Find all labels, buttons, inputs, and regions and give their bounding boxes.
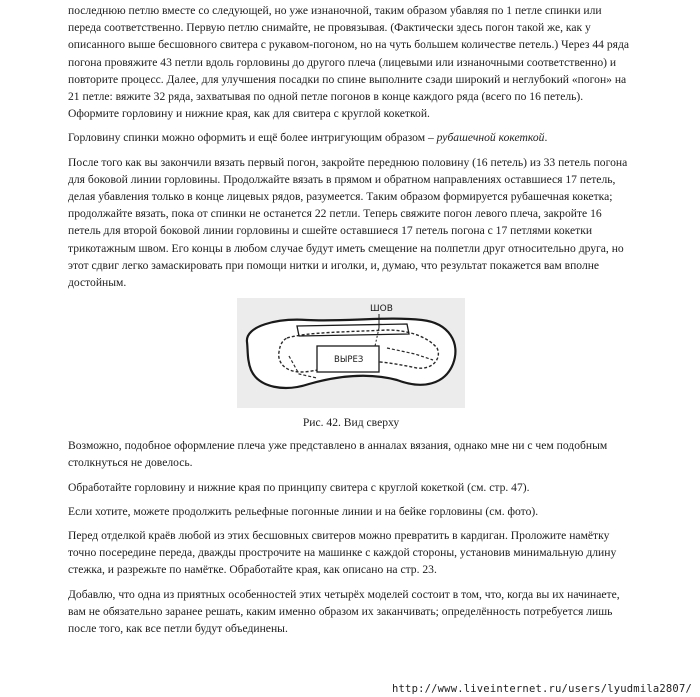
paragraph-2 xyxy=(68,129,634,146)
label-neckline: ВЫРЕЗ xyxy=(334,355,364,366)
paragraph-2-italic: рубашечной кокеткой xyxy=(436,131,545,145)
figure-caption: Рис. 42. Вид сверху xyxy=(302,416,400,430)
paragraph-3: После того как вы закончили вязать первый погон, закройте переднюю половину (16 петель) из 33 петель погона для боковой линии горловины. Продолжайте вязать в прямом и обратном направлениях оставшиеся 17 петель, делая убавления только в конце лицевых рядов, разумеется. Таким образом формируется рубашечная кокетка; продолжайте вязать, пока от спинки не останется 22 петли. Теперь свяжите погон левого плеча, закройте 16 петель для второй боковой линии горловины и сшейте оставшиеся 17 петель погона с 17 петлями кокетки трикотажным швом. Его концы в любом случае будут иметь смещение на полпетли друг относительно друга, но этот сдвиг легко замаскировать при помощи нитки и иголки, и, думаю, что результат покажется вам вполне достойным. xyxy=(68,155,628,290)
figure-42 xyxy=(68,298,634,435)
watermark-url: http://www.liveinternet.ru/users/lyudmila2807/ xyxy=(392,683,692,695)
paragraph-7: Перед отделкой краёв любой из этих бесшовных свитеров можно превратить в кардиган. Проложите намётку точно посередине переда, дважды прострочите на машинке с каждой стороны, установив минимальную длину стежка, и разрежьте по намётке. Обработайте края, как описано на стр. 23. xyxy=(68,529,617,577)
paragraph-4: Возможно, подобное оформление плеча уже представлено в анналах вязания, однако мне ни с чем подобным столкнуться не довелось. xyxy=(68,439,608,470)
paragraph-1: последнюю петлю вместе со следующей, но уже изнаночной, таким образом убавляя по 1 петле спинки или переда соответственно. Первую петлю снимайте, не провязывая. (Фактически здесь погон такой же, как у описанного выше бесшовного свитера с рукавом-погоном, но на чуть большем количестве петель.) Через 44 ряда погона провяжите 43 петли вдоль горловины до другого плеча (лицевыми или изнаночными соответственно) и повторите процесс. Далее, для улучшения посадки по спине выполните сзади широкий и неглубокий «погон» на 21 петле: вяжите 32 ряда, захватывая по одной петле погонов в конце каждого ряда (всего по 16 петель). Оформите горловину и нижние края, как для свитера с круглой кокеткой. xyxy=(68,4,630,121)
paragraph-6: Если хотите, можете продолжить рельефные погонные линии и на бейке горловины (см. фото). xyxy=(68,504,539,518)
page-content xyxy=(68,2,634,642)
paragraph-2-end: . xyxy=(544,131,548,145)
paragraph-8: Добавлю, что одна из приятных особенностей этих четырёх моделей состоит в том, что, когда вы их начинаете, вам не обязательно заранее решать, каким именно образом их заканчивать; определённость потребуется лишь после того, как все петли будут объединены. xyxy=(68,587,620,636)
paragraph-5: Обработайте горловину и нижние края по принципу свитера с круглой кокеткой (см. стр. 47). xyxy=(68,480,530,494)
label-seam: ШОВ xyxy=(370,304,393,315)
sweater-top-view-drawing xyxy=(237,298,465,408)
paragraph-2-text: Горловину спинки можно оформить и ещё более интригующим образом – xyxy=(68,131,437,145)
figure-image xyxy=(237,298,465,408)
